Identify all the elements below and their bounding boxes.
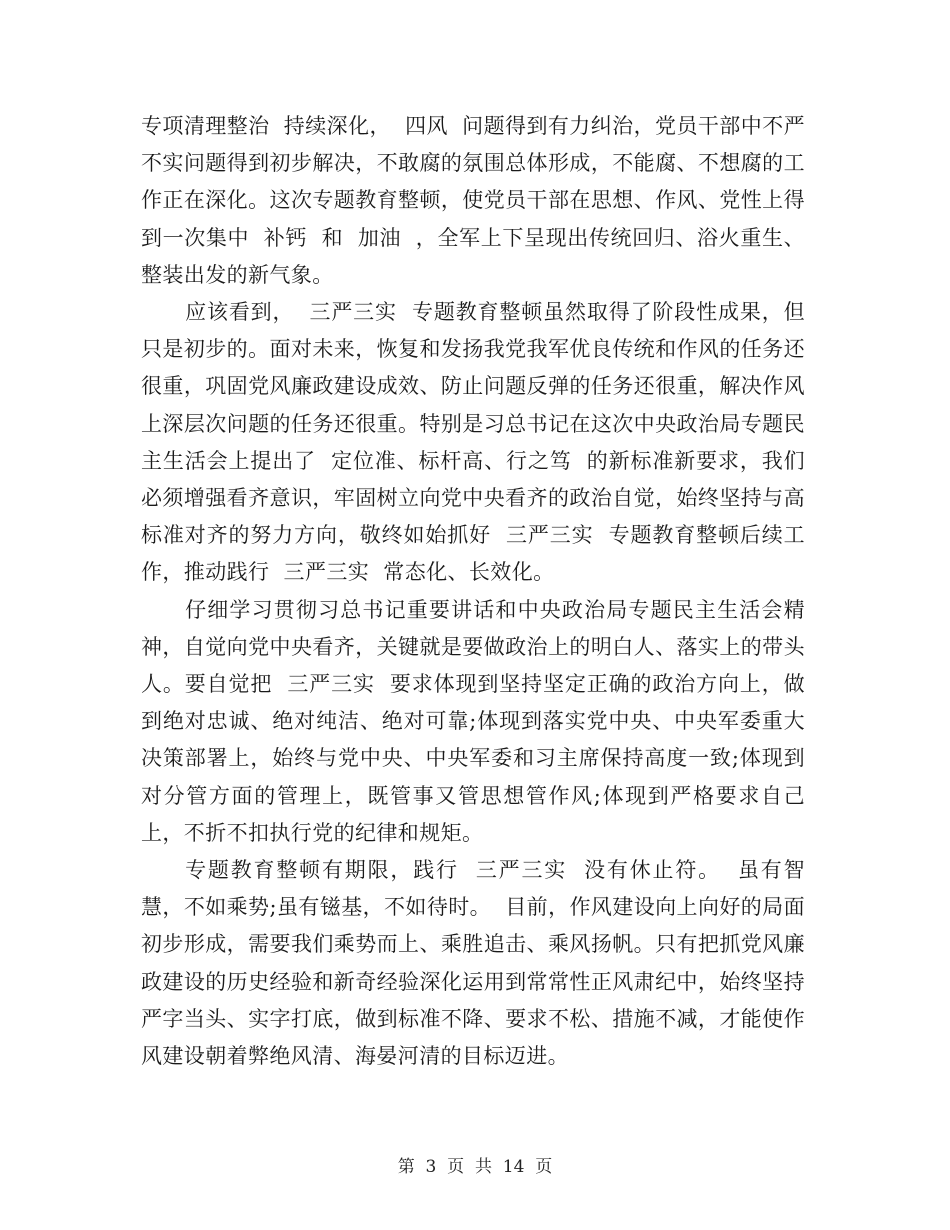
paragraph-2: 应该看到， 三严三实 专题教育整顿虽然取得了阶段性成果，但只是初步的。面对未来，恢复和发扬我党我军优良传统和作风的任务还很重，巩固党风廉政建设成效、防止问题反弹的任务还很重，解决作风上深层次问题的任务还很重。特别是习总书记在这次中央政治局专题民主生活会上提出了 定位准、标杆高、行之笃 的新标准新要求，我们必须增强看齐意识，牢固树立向党中央看齐的政治自觉，始终坚持与高标准对齐的努力方向，敬终如始抓好 三严三实 专题教育整顿后续工作，推动践行 三严三实 常态化、长效化。: [141, 300, 805, 585]
paragraph-1: 专项清理整治 持续深化， 四风 问题得到有力纠治，党员干部中不严不实问题得到初步解决，不敢腐的氛围总体形成，不能腐、不想腐的工作正在深化。这次专题教育整顿，使党员干部在思想、作风、党性上得到一次集中 补钙 和 加油 ，全军上下呈现出传统回归、浴火重生、整装出发的新气象。: [141, 114, 805, 287]
page-number-footer: 第 3 页 共 14 页: [397, 1157, 553, 1177]
paragraph-4: 专题教育整顿有期限，践行 三严三实 没有休止符。 虽有智慧，不如乘势;虽有镃基，不如待时。 目前，作风建设向上向好的局面初步形成，需要我们乘势而上、乘胜追击、乘风扬帆。只有把抓党风廉政建设的历史经验和新奇经验深化运用到常常性正风肃纪中，始终坚持严字当头、实字打底，做到标准不降、要求不松、措施不减，才能使作风建设朝着弊绝风清、海晏河清的目标迈进。: [141, 858, 805, 1069]
paragraph-3: 仔细学习贯彻习总书记重要讲话和中央政治局专题民主生活会精神，自觉向党中央看齐，关键就是要做政治上的明白人、落实上的带头人。要自觉把 三严三实 要求体现到坚持坚定正确的政治方向上，做到绝对忠诚、绝对纯洁、绝对可靠;体现到落实党中央、中央军委重大决策部署上，始终与党中央、中央军委和习主席保持高度一致;体现到对分管方面的管理上，既管事又管思想管作风;体现到严格要求自己上，不折不扣执行党的纪律和规矩。: [141, 597, 805, 845]
document-body: [141, 108, 805, 1075]
